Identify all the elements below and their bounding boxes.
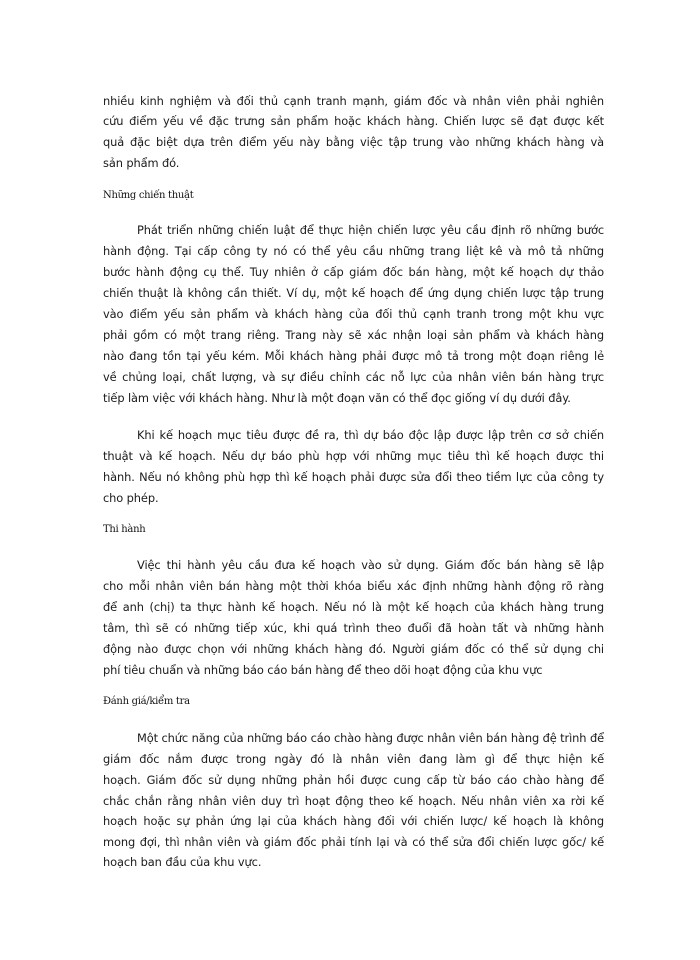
section-heading-evaluation: Đánh giá/kiểm tra <box>103 696 190 707</box>
paragraph-line: chắc chắn rằng nhân viên duy trì hoạt động theo kế hoạch. Nếu nhân viên xa rời kế <box>103 794 604 808</box>
paragraph-line: động nào được chọn với những khách hàng đó. Người giám đốc có thể sử dụng chi <box>103 642 604 656</box>
section-heading-execution: Thi hành <box>103 524 146 535</box>
paragraph-line: tâm, thì sẽ có những tiếp xúc, khi quá trình theo đuổi đã hoàn tất và những hành <box>103 621 604 635</box>
paragraph-line: về chủng loại, chất lượng, và sự điều chỉnh các nỗ lực của nhân viên bán hàng trực <box>103 370 604 384</box>
paragraph-line: quả đặc biệt dựa trên điểm yếu này bằng việc tập trung vào những khách hàng và <box>103 135 604 149</box>
paragraph-line: vào điểm yếu sản phẩm và khách hàng của đối thủ cạnh tranh trong một khu vực <box>103 307 604 321</box>
paragraph-line: cho mỗi nhân viên bán hàng một thời khóa biểu xác định những hành động rõ ràng <box>103 579 604 593</box>
paragraph-line: phí tiêu chuẩn và những báo cáo bán hàng để theo dõi hoạt động của khu vực <box>103 663 543 677</box>
paragraph-line: hành động. Tại cấp công ty nó có thể yêu cầu những trang liệt kê và mô tả những <box>103 244 604 258</box>
paragraph-line: Khi kế hoạch mục tiêu được đề ra, thì dự báo độc lập được lập trên cơ sở chiến <box>137 428 604 442</box>
paragraph-line: hoạch hoặc sự phản ứng lại của khách hàng đối với chiến lược/ kế hoạch là không <box>103 814 604 828</box>
paragraph-line: bước hành động cụ thể. Tuy nhiên ở cấp giám đốc bán hàng, một kế hoạch dự thảo <box>103 265 604 279</box>
paragraph-line: để anh (chị) ta thực hành kế hoạch. Nếu nó là một kế hoạch của khách hàng trung <box>103 600 604 614</box>
paragraph-line: cho phép. <box>103 491 159 505</box>
paragraph-line: nào đang tồn tại yếu kém. Mỗi khách hàng phải được mô tả trong một đoạn riêng lẻ <box>103 349 604 363</box>
paragraph-line: giám đốc nắm được trong ngày đó là nhân viên đang làm gì để thực hiện kế <box>103 752 604 766</box>
paragraph-line: Phát triển những chiến luật để thực hiện chiến lược yêu cầu định rõ những bước <box>137 223 604 237</box>
paragraph-line: phải gồm có một trang riêng. Trang này sẽ xác nhận loại sản phẩm và khách hàng <box>103 328 604 342</box>
paragraph-line: thuật và kế hoạch. Nếu dự báo phù hợp với những mục tiêu thì kế hoạch được thi <box>103 449 604 463</box>
paragraph-line: sản phẩm đó. <box>103 156 180 170</box>
paragraph-line: chiến thuật là không cần thiết. Ví dụ, một kế hoạch để ứng dụng chiến lược tập trung <box>103 286 604 300</box>
paragraph-line: hành. Nếu nó không phù hợp thì kế hoạch phải được sửa đổi theo tiềm lực của công ty <box>103 470 604 484</box>
paragraph-line: nhiều kinh nghiệm và đối thủ cạnh tranh mạnh, giám đốc và nhân viên phải nghiên <box>103 94 604 108</box>
paragraph-line: cứu điểm yếu về đặc trưng sản phẩm hoặc khách hàng. Chiến lược sẽ đạt được kết <box>103 114 604 128</box>
paragraph-line: mong đợi, thì nhân viên và giám đốc phải tính lại và có thể sửa đổi chiến lược gốc/ kế <box>103 835 604 849</box>
paragraph-line: Việc thi hành yêu cầu đưa kế hoạch vào sử dụng. Giám đốc bán hàng sẽ lập <box>137 558 604 572</box>
paragraph-line: hoạch. Giám đốc sử dụng những phản hồi được cung cấp từ báo cáo chào hàng để <box>103 773 604 787</box>
paragraph-line: Một chức năng của những báo cáo chào hàng được nhân viên bán hàng đệ trình để <box>137 731 604 745</box>
paragraph-line: tiếp làm việc với khách hàng. Như là một đoạn văn có thể đọc giống ví dụ dưới đây. <box>103 391 571 405</box>
paragraph-line: hoạch ban đầu của khu vực. <box>103 855 262 869</box>
section-heading-tactics: Những chiến thuật <box>103 190 194 201</box>
